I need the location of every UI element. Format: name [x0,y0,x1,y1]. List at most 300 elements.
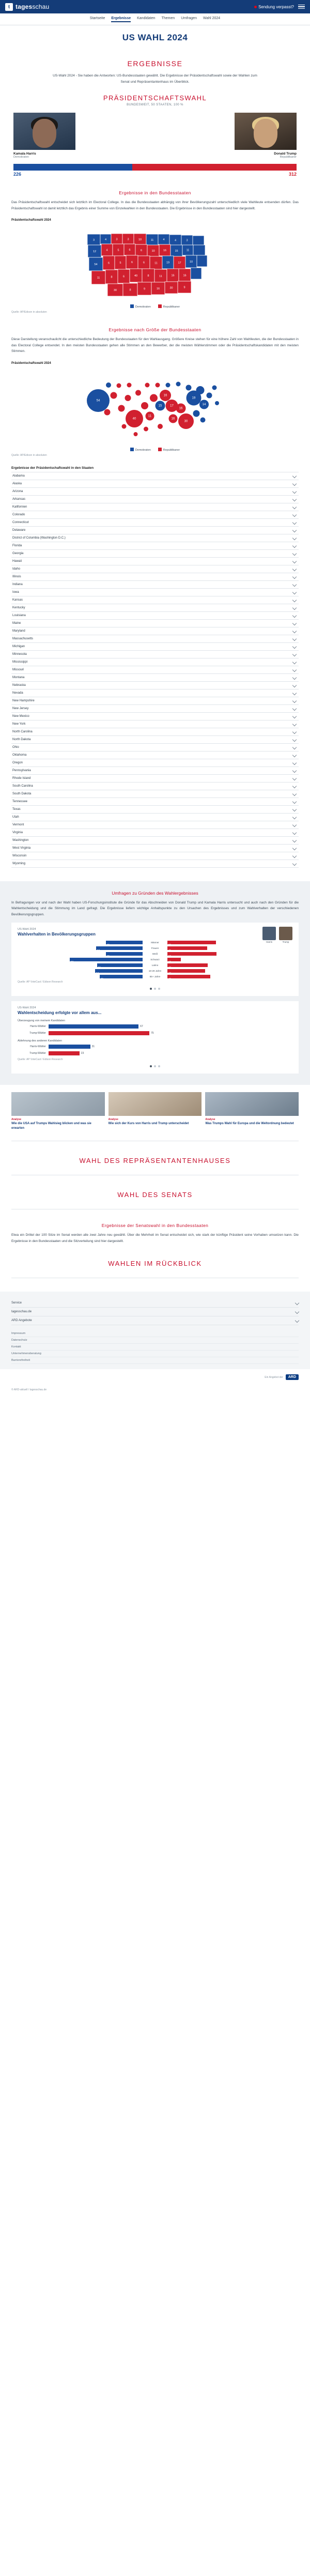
state-row[interactable] [11,612,299,620]
chevron-down-icon [292,636,297,640]
state-row[interactable] [11,519,299,527]
state-name: Illinois [12,575,21,578]
diverging-bar-row [18,975,292,978]
state-row[interactable] [11,565,299,573]
teaser-3-title: Was Trumps Wahl für Europa und die Weltordnung bedeutet [205,1122,294,1126]
state-row[interactable] [11,790,299,798]
chevron-down-icon [292,822,297,826]
svg-text:3: 3 [92,239,95,242]
teaser-1-category: Analyse [11,1118,22,1122]
trump-party: Republikaner [280,156,297,159]
svg-text:16: 16 [156,287,160,291]
chevron-down-icon [292,559,297,563]
state-row[interactable] [11,581,299,589]
state-name: Colorado [12,513,25,516]
svg-text:12: 12 [92,250,97,254]
chevron-down-icon [292,768,297,772]
state-row[interactable] [11,744,299,752]
state-row[interactable] [11,783,299,790]
chevron-down-icon [292,551,297,555]
chevron-down-icon [292,776,297,780]
chevron-down-icon [292,729,297,733]
footer-section-service[interactable] [11,1299,299,1308]
page-title-band [0,25,310,48]
state-row[interactable] [11,759,299,767]
hbar-label: Harris-Wähler [30,1045,46,1049]
card2-title: Wahlentscheidung erfolgte vor allem aus... [18,1010,102,1016]
harris-value: 42 [106,943,110,946]
hbar-label: Trump-Wähler [29,1052,46,1055]
chart-card-wahlentscheidung [11,1001,299,1074]
state-row[interactable] [11,627,299,635]
state-name: Indiana [12,582,23,586]
electoral-bar-rep [132,164,297,171]
teaser-3[interactable] [205,1092,299,1130]
teaser-2[interactable] [109,1092,202,1130]
footer [0,1292,310,1369]
state-name: Maine [12,621,21,625]
electoral-bar-values [13,172,297,177]
harris-thumb [262,927,276,940]
chevron-down-icon [292,605,297,609]
us-map-svg [11,224,299,301]
svg-text:6: 6 [140,249,143,253]
chevron-down-icon [292,512,297,516]
state-row[interactable] [11,472,299,480]
top-bar [0,0,310,13]
svg-text:11: 11 [186,249,190,252]
svg-text:10: 10 [138,238,142,242]
chevron-down-icon [292,791,297,795]
trump-value: 55 [168,943,172,946]
state-name: West Virginia [12,846,31,850]
footer-link[interactable]: Datenschutz [11,1337,299,1344]
teaser-2-category: Analyse [108,1118,118,1122]
state-name: Florida [12,544,22,547]
card1-title: Wahlverhalten in Bevölkerungsgruppen [18,932,96,937]
footer-link[interactable]: Barrierefreiheit [11,1357,299,1364]
trump-thumb-label: Trump [282,941,289,944]
chevron-down-icon [292,784,297,788]
state-row[interactable] [11,604,299,612]
main-navigation [0,13,310,25]
chevron-down-icon [292,745,297,749]
state-name: New Hampshire [12,699,35,702]
svg-text:6: 6 [107,262,110,265]
svg-text:54: 54 [96,399,100,403]
state-name: Montana [12,676,25,679]
footer-links [11,1330,299,1364]
chevron-down-icon [292,675,297,679]
chevron-down-icon [292,528,297,532]
svg-text:11: 11 [154,262,158,265]
svg-text:4: 4 [104,238,107,242]
svg-text:16: 16 [163,249,167,253]
group-label: Schwarz [150,958,160,961]
chevron-down-icon [292,753,297,757]
state-row[interactable] [11,752,299,759]
map-legend [11,304,299,309]
svg-text:11: 11 [159,275,162,279]
svg-text:19: 19 [192,396,196,400]
chevron-down-icon [292,706,297,710]
svg-text:54: 54 [94,263,98,267]
harris-thumb-label: Harris [266,941,272,944]
harris-name: Kamala Harris [13,152,36,156]
ergebnisse-heading: ERGEBNISSE [127,59,183,68]
trump-value: 45 [168,949,172,952]
praesidentschaftswahl-heading: PRÄSIDENTSCHAFTSWAHL [103,94,207,102]
state-row[interactable] [11,728,299,736]
card2-carousel-dots[interactable] [18,1065,292,1067]
svg-text:11: 11 [148,415,152,418]
state-row[interactable] [11,767,299,775]
card2-kicker: US-Wahl 2024 [18,1006,36,1010]
electoral-bar-track [13,164,297,171]
svg-text:4: 4 [174,239,177,242]
electoral-bar-dem [13,164,132,171]
svg-text:4: 4 [106,249,108,252]
chevron-down-icon [292,489,297,493]
footer-link[interactable]: Unternehmensberatung [11,1351,299,1357]
card1-source: Quelle: AP VoteCast / Edison Research [18,980,63,984]
svg-text:17: 17 [170,404,174,408]
hbar-row [18,1051,292,1055]
chevron-down-icon [292,621,297,625]
hbar-fill [49,1031,149,1035]
ergebnisse-lead: US-Wahl 2024 - Sie haben die Antworten: US-Bundesstaaten gewählt. Die Ergebnisse der Präsidentschaftswahl sowie der Wahlen zum Senat und Repräsentantenhaus im Überblick. [53,74,257,84]
svg-text:19: 19 [166,261,170,265]
state-name: District of Columbia (Washington D.C.) [12,536,66,540]
svg-text:15: 15 [158,404,162,408]
chevron-down-icon [292,644,297,648]
state-row[interactable] [11,829,299,837]
state-name: Nebraska [12,683,26,687]
nav-item-ergebnisse[interactable]: Ergebnisse [111,17,131,22]
svg-text:30: 30 [169,286,173,290]
state-name: South Carolina [12,784,33,788]
hbar-label: Harris-Wähler [30,1025,46,1029]
chevron-down-icon [292,660,297,664]
state-row[interactable] [11,674,299,682]
svg-text:15: 15 [175,250,178,253]
chart-card-wahlverhalten [11,923,299,996]
chevron-down-icon [292,504,297,509]
chevron-down-icon [292,722,297,726]
ergebnisse-section [0,59,310,85]
chevron-down-icon [292,473,297,478]
state-name: Mississippi [12,660,28,664]
chevron-down-icon [292,698,297,702]
groesse-text: Diese Darstellung veranschaulicht die unterschiedliche Bedeutung der Bundesstaaten für den Wahlausgang. Größere Kreise stehen für eine höhere Zahl von Wahlleuten, die der Bundesstaaten in das Electoral College entsendet. In den meisten Bundesstaaten gehen alle Stimmen an den Bewerber, der die meisten Wählerstimmen oder die Präsidentschaftskandidaten mit den meisten Stimmen. [11,338,299,354]
state-row[interactable] [11,814,299,821]
candidate-row [13,113,297,159]
chevron-down-icon [292,830,297,834]
state-row[interactable] [11,860,299,868]
chevron-down-icon [292,597,297,602]
footer-section-tagesschau-label: tagesschau.de [11,1310,32,1314]
state-name: Kalifornien [12,505,27,509]
state-name: Louisiana [12,614,26,617]
state-row[interactable] [11,573,299,581]
chevron-down-icon [292,861,297,865]
chevron-down-icon [292,574,297,578]
teaser-1[interactable] [11,1092,105,1130]
nav-item-kandidaten[interactable]: Kandidaten [137,17,156,20]
state-row[interactable] [11,705,299,713]
chart-group-heading: Überzeugung von meinem Kandidaten [18,1019,66,1023]
chevron-down-icon [292,846,297,850]
svg-text:30: 30 [113,289,117,293]
nav-item-themen[interactable]: Themen [161,17,175,20]
svg-text:5: 5 [119,262,121,265]
svg-text:6: 6 [129,249,131,252]
state-row[interactable] [11,620,299,627]
footer-section-ard-label: ARD Angebote [11,1319,32,1323]
diverging-bar-row [18,958,292,961]
footer-badge-text: Ein Angebot der [265,1375,283,1379]
svg-text:3: 3 [127,238,129,241]
hbar-value: 31 [91,1045,95,1049]
state-name: Maryland [12,629,25,633]
groesse-section [0,327,310,457]
state-name: Pennsylvania [12,769,31,772]
state-row[interactable] [11,821,299,829]
svg-text:16: 16 [179,407,183,410]
state-row[interactable] [11,720,299,728]
state-row[interactable] [11,806,299,814]
nav-item-umfragen[interactable]: Umfragen [181,17,197,20]
footer-link[interactable]: Impressum [11,1330,299,1337]
footer-link[interactable]: Kontakt [11,1344,299,1351]
card1-candidate-thumbs [262,927,292,943]
chevron-down-icon [292,566,297,571]
diverging-bar-chart [18,941,292,978]
brand-logo[interactable] [5,3,49,11]
senatoren-section [0,1223,310,1244]
state-row[interactable] [11,488,299,496]
state-row[interactable] [11,550,299,558]
live-dot-icon [254,6,257,8]
state-name: Massachusetts [12,637,34,640]
wahlmaenner-text: Das Präsidentschaftswahl entscheidet sich letztlich im Electoral College. In das die Bundesstaaten abhängig von ihrer Bevölkerungszahl unterschiedlich viele Wahlleute entsenden dürfen. Das Präsidentschaftswahl ist damit letztlich das Ergebnis einer Summe von Einzelwahlen in den Bundesstaaten. Die Ergebnisse in den Bundesstaaten sind hier dargestellt. [11,201,299,210]
state-row[interactable] [11,837,299,845]
state-row[interactable] [11,643,299,651]
diverging-bar-row [18,969,292,973]
trump-value: 49 [168,977,172,980]
state-name: North Carolina [12,730,33,733]
chevron-down-icon [295,1310,299,1314]
state-name: Missouri [12,668,24,671]
trump-value: 56 [168,955,172,958]
state-name: Oregon [12,761,23,764]
state-row[interactable] [11,596,299,604]
praesidentschaftswahl-header [0,94,310,106]
harris-value: 83 [70,960,74,963]
state-name: Georgia [12,551,24,555]
chevron-down-icon [292,590,297,594]
diverging-bar-row [18,963,292,967]
state-row[interactable] [11,666,299,674]
wahlmaenner-heading: Ergebnisse in den Bundesstaaten [119,190,191,196]
state-row[interactable] [11,775,299,783]
trump-value: 46 [168,966,172,969]
state-name: Arkansas [12,497,26,501]
chevron-down-icon [292,520,297,524]
teaser-1-thumb [11,1092,105,1116]
footer-section-ard[interactable] [11,1316,299,1325]
state-name: South Dakota [12,792,32,795]
chevron-down-icon [292,737,297,741]
chevron-down-icon [295,1318,299,1323]
chevron-down-icon [292,853,297,857]
state-row[interactable] [11,534,299,542]
harris-value: 42 [106,955,110,958]
state-row[interactable] [11,480,299,488]
state-name: Virginia [12,831,23,834]
hbar-row [18,1031,292,1035]
teaser-3-category: Analyse [205,1118,215,1122]
footer-section-tagesschau[interactable] [11,1308,299,1316]
svg-text:11: 11 [97,277,100,280]
state-name: Wisconsin [12,854,27,857]
trump-value: 43 [168,972,172,975]
nav-item-wahl2024[interactable]: Wahl 2024 [203,17,221,20]
state-row[interactable] [11,658,299,666]
state-row[interactable] [11,635,299,643]
svg-text:4: 4 [163,238,165,242]
harris-value: 54 [96,972,99,975]
map-source: Quelle: AP/Edison in absoluten [11,311,47,314]
tagesschau-mark-icon: t [5,3,13,11]
svg-text:3: 3 [186,239,188,242]
umfragen-heading: Umfragen zu Gründen des Wahlergebnisses [112,890,198,896]
state-name: New Jersey [12,707,29,710]
bubble-chart-label: Präsidentschaftswahl 2024 [11,361,51,365]
hbar-fill [49,1045,90,1049]
state-row[interactable] [11,542,299,550]
chart-group-heading: Ablehnung des anderen Kandidaten [18,1039,63,1043]
state-name: Alaska [12,482,22,485]
diverging-bar-row [18,952,292,956]
trump-electoral-votes: 312 [288,172,297,177]
electoral-vote-bar [13,164,297,177]
harris-value: 53 [97,949,100,952]
footer-section-service-label: Service [11,1301,22,1305]
state-row[interactable] [11,527,299,534]
state-row[interactable] [11,682,299,689]
harris-electoral-votes: 226 [13,172,22,177]
rueckblick-heading: WAHLEN IM RÜCKBLICK [108,1260,202,1268]
chevron-down-icon [292,691,297,695]
burger-menu-icon[interactable] [298,5,305,9]
chevron-down-icon [292,652,297,656]
svg-text:17: 17 [178,262,181,265]
state-name: Utah [12,815,19,819]
svg-text:6: 6 [122,275,125,279]
bubble-legend [11,448,299,452]
chevron-down-icon [292,582,297,586]
brand-name-light: schau [32,3,50,10]
state-name: Arizona [12,489,23,493]
svg-text:10: 10 [151,250,155,253]
groesse-heading: Ergebnisse nach Größe der Bundesstaaten [109,327,202,333]
candidate-trump [235,113,297,159]
state-row[interactable] [11,697,299,705]
brand-wordmark [16,3,49,10]
us-choropleth-map[interactable] [11,224,299,301]
card1-carousel-dots[interactable] [18,988,292,990]
wahlmaenner-section [0,190,310,314]
sendung-label: Sendung verpasst? [258,4,294,9]
chevron-down-icon [292,838,297,842]
svg-text:9: 9 [143,287,146,291]
states-accordion [11,472,299,868]
group-label: Frauen [151,947,159,950]
diverging-bar-row [18,946,292,950]
chevron-down-icon [292,613,297,617]
state-row[interactable] [11,589,299,596]
svg-text:3: 3 [116,238,118,241]
state-row[interactable] [11,852,299,860]
us-bubble-svg [11,367,299,444]
trump-portrait [235,113,297,150]
ard-logo: ARD [286,1374,299,1380]
svg-text:14: 14 [202,403,206,406]
hbar-row [18,1024,292,1029]
svg-text:6: 6 [143,261,145,265]
svg-text:16: 16 [183,274,187,278]
state-row[interactable] [11,496,299,503]
chevron-down-icon [292,714,297,718]
state-name: Texas [12,807,21,811]
harris-value: 49 [100,977,103,980]
svg-text:8: 8 [111,275,113,279]
praesidentschaftswahl-subheading: BUNDESWEIT, 50 STAATEN, 100 % [127,103,183,107]
svg-text:40: 40 [132,417,136,421]
copyright: © ARD-aktuell / tagesschau.de [11,1388,47,1392]
umfragen-section [0,881,310,1085]
state-row[interactable] [11,713,299,720]
state-row[interactable] [11,689,299,697]
svg-text:8: 8 [147,274,149,278]
state-row[interactable] [11,845,299,852]
state-row[interactable] [11,558,299,565]
svg-text:9: 9 [183,286,185,289]
us-bubble-map[interactable] [11,367,299,444]
state-row[interactable] [11,798,299,806]
group-label: 18-29 Jahre [148,970,162,973]
group-label: Männer [151,941,159,944]
state-row[interactable] [11,503,299,511]
state-name: Kansas [12,598,23,602]
hbar-fill [49,1051,80,1055]
state-name: Washington [12,838,29,842]
bubble-legend-rep: Republikaner [158,448,180,452]
page-title: US WAHL 2024 [122,33,188,42]
nav-item-startseite[interactable]: Startseite [89,17,105,20]
state-row[interactable] [11,511,299,519]
state-row[interactable] [11,651,299,658]
sendung-verpasst-button[interactable] [254,5,294,9]
chevron-down-icon [295,1301,299,1305]
senat-heading: WAHL DES SENATS [117,1191,193,1199]
state-row[interactable] [11,736,299,744]
footer-badge-row [0,1369,310,1388]
bubble-legend-dem: Demokraten [130,448,151,452]
chevron-down-icon [292,543,297,547]
state-name: Alabama [12,474,25,478]
